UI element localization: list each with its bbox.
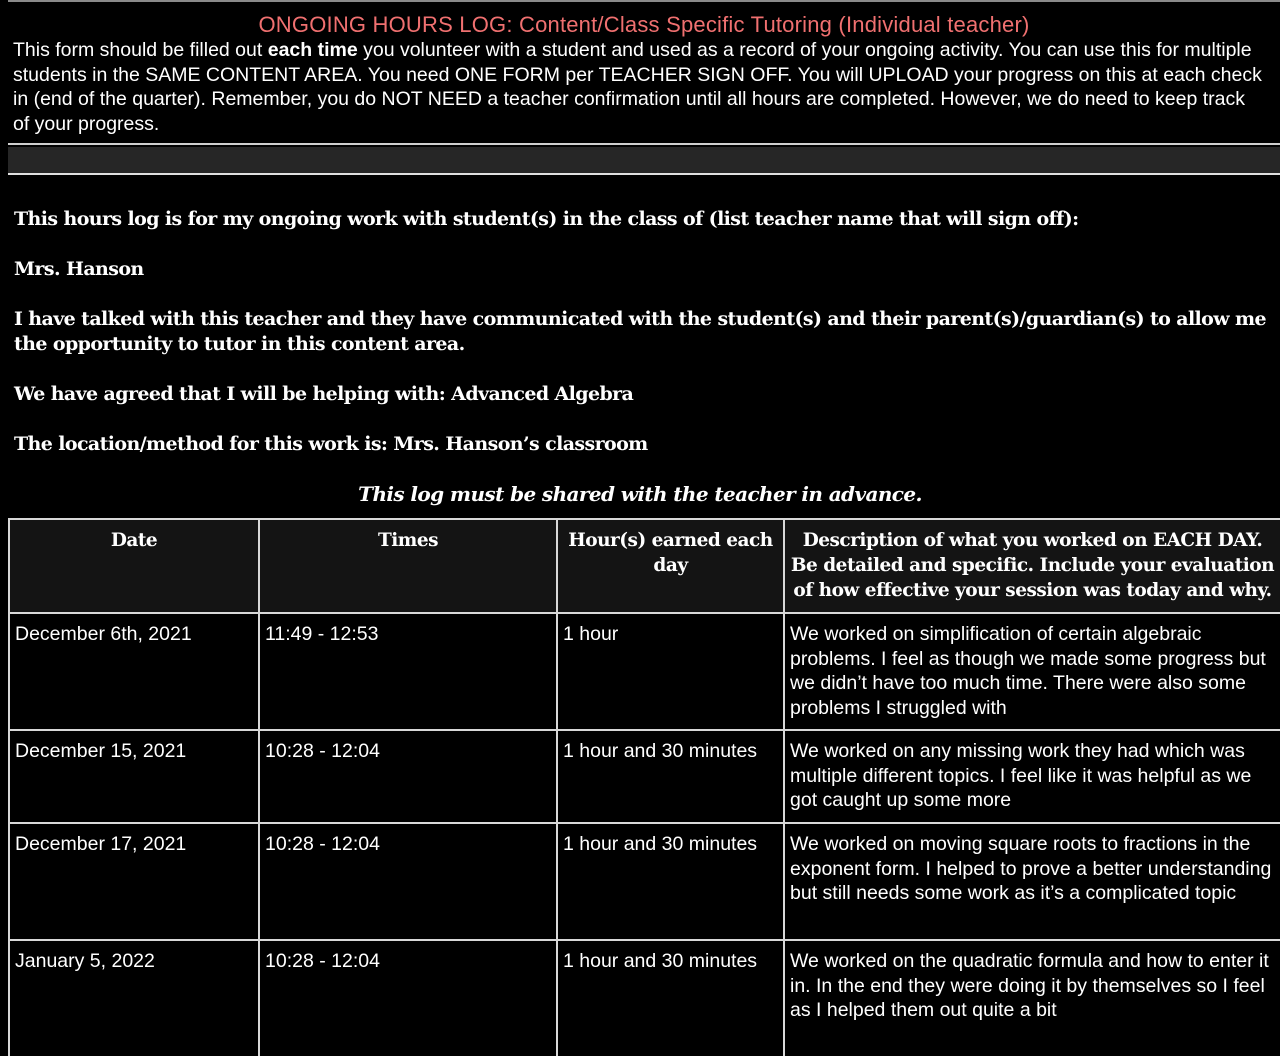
cell-date[interactable]: December 6th, 2021 <box>9 613 259 730</box>
intro-paragraph <box>13 38 1263 136</box>
cell-date[interactable]: December 15, 2021 <box>9 730 259 823</box>
cell-description[interactable]: We worked on the quadratic formula and how to enter it in. In the end they were doing it by themselves so I feel as I helped them out quite a bit <box>784 940 1280 1056</box>
cell-hours[interactable]: 1 hour and 30 minutes <box>557 940 784 1056</box>
document-title: ONGOING HOURS LOG: Content/Class Specific Tutoring (Individual teacher) <box>258 12 1030 37</box>
cell-date[interactable]: December 17, 2021 <box>9 823 259 940</box>
intro-text-rest: you volunteer with a student and used as a record of your ongoing activity. You can use this for multiple students in the SAME CONTENT AREA. You need ONE FORM per TEACHER SIGN OFF. You will UPLOAD your progress on this at each check in (end of the quarter). Remember, you do NOT NEED a teacher confirmation until all hours are completed. However, we do need to keep track of your progress. <box>13 39 1262 135</box>
teacher-prompt: This hours log is for my ongoing work with student(s) in the class of (list teacher name that will sign off): <box>14 208 1079 230</box>
cell-hours[interactable]: 1 hour <box>557 613 784 730</box>
cell-hours[interactable]: 1 hour and 30 minutes <box>557 823 784 940</box>
teacher-name[interactable]: Mrs. Hanson <box>14 258 144 280</box>
cell-times[interactable]: 10:28 - 12:04 <box>259 823 557 940</box>
table-row <box>9 730 1280 823</box>
shared-note: This log must be shared with the teacher in advance. <box>358 482 922 506</box>
cell-times[interactable]: 10:28 - 12:04 <box>259 730 557 823</box>
hours-log-table <box>8 518 1280 1056</box>
table-row <box>9 613 1280 730</box>
table-row <box>9 940 1280 1056</box>
header-description: Description of what you worked on EACH DAY. Be detailed and specific. Include your evaluation of how effective your session was today and why. <box>784 519 1280 613</box>
cell-description[interactable]: We worked on moving square roots to fractions in the exponent form. I helped to prove a better understanding but still needs some work as it’s a complicated topic <box>784 823 1280 940</box>
intro-emphasis: each time <box>267 39 358 61</box>
location-field[interactable]: The location/method for this work is: Mrs. Hanson’s classroom <box>14 433 648 455</box>
agreement-statement: I have talked with this teacher and they have communicated with the student(s) and their parent(s)/guardian(s) to allow me the opportunity to tutor in this content area. <box>14 308 1267 355</box>
header-date: Date <box>9 519 259 613</box>
cell-description[interactable]: We worked on any missing work they had which was multiple different topics. I feel like it was helpful as we got caught up some more <box>784 730 1280 823</box>
form-header <box>8 8 1280 145</box>
table-row <box>9 823 1280 940</box>
cell-times[interactable]: 10:28 - 12:04 <box>259 940 557 1056</box>
cell-date[interactable]: January 5, 2022 <box>9 940 259 1056</box>
helping-with-field[interactable]: We have agreed that I will be helping with: Advanced Algebra <box>14 383 634 405</box>
section-band <box>8 147 1280 175</box>
table-header-row <box>9 519 1280 613</box>
cell-hours[interactable]: 1 hour and 30 minutes <box>557 730 784 823</box>
intro-text-start: This form should be filled out <box>13 39 268 61</box>
cell-description[interactable]: We worked on simplification of certain algebraic problems. I feel as though we made some progress but we didn’t have too much time. There were also some problems I struggled with <box>784 613 1280 730</box>
cell-times[interactable]: 11:49 - 12:53 <box>259 613 557 730</box>
header-hours: Hour(s) earned each day <box>557 519 784 613</box>
header-times: Times <box>259 519 557 613</box>
top-divider <box>8 0 1280 5</box>
